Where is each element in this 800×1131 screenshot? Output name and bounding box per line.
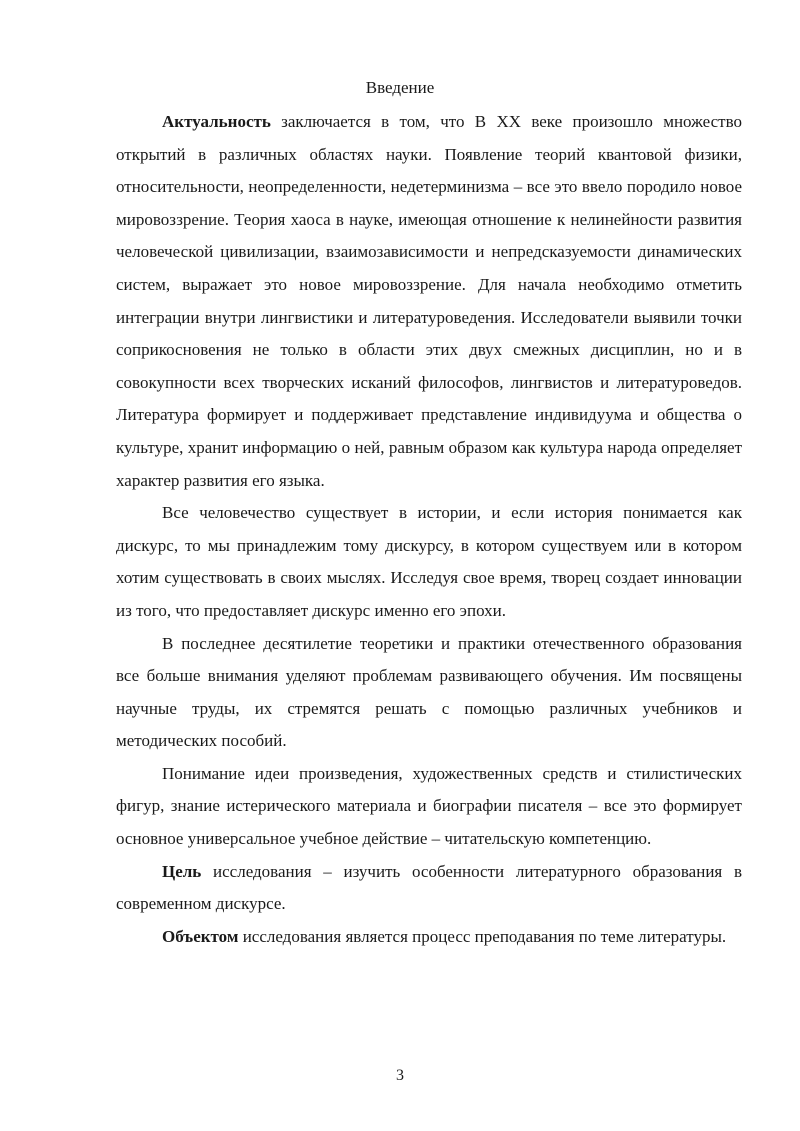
paragraph-text: исследования – изучить особенности литературного образования в современном дискурсе.	[116, 861, 742, 914]
paragraph-text: заключается в том, что В ХХ веке произошло множество открытий в различных областях науки. Появление теорий квантовой физики, относительности, неопределенности, недетерминизма – все это ввело породило новое мировоззрение. Теория хаоса в науке, имеющая отношение к нелинейности развития человеческой цивилизации, взаимозависимости и непредсказуемости динамических систем, выражает это новое мировоззрение. Для начала необходимо отметить интеграции внутри лингвистики и литературоведения. Исследователи выявили точки соприкосновения не только в области этих двух смежных дисциплин, но и в совокупности всех творческих исканий философов, лингвистов и литературоведов. Литература формирует и поддерживает представление индивидуума и общества о культуре, хранит информацию о ней, равным образом как культура народа определяет характер развития его языка.	[116, 112, 742, 490]
paragraph-lead-term: Актуальность	[162, 112, 271, 131]
paragraph-text: В последнее десятилетие теоретики и практики отечественного образования все больше внимания уделяют проблемам развивающего обучения. Им посвящены научные труды, их стремятся решать с помощью различных учебников и методических пособий.	[116, 633, 742, 751]
paragraph-object	[116, 921, 742, 954]
body-text	[116, 106, 742, 953]
page-number: 3	[396, 1067, 404, 1084]
paragraph-text: исследования является процесс преподавания по теме литературы.	[238, 926, 727, 946]
paragraph-text: Все человечество существует в истории, и если история понимается как дискурс, то мы принадлежим тому дискурсу, в котором существуем или в котором хотим существовать в своих мыслях. Исследуя свое время, творец создает инновации из того, что предоставляет дискурс именно его эпохи.	[116, 503, 742, 620]
paragraph-goal	[116, 856, 742, 921]
paragraph-text: Понимание идеи произведения, художественных средств и стилистических фигур, знание истерического материала и биографии писателя – все это формирует основное универсальное учебное действие – читательскую компетенцию.	[116, 763, 742, 849]
paragraph-competence	[116, 758, 742, 856]
section-title: Введение	[365, 78, 435, 97]
paragraph-lead-term: Цель	[162, 861, 202, 881]
paragraph-discourse	[116, 497, 742, 627]
paragraph-lead-term: Объектом	[162, 926, 239, 946]
paragraph-relevance	[116, 106, 742, 497]
paragraph-education	[116, 628, 742, 758]
